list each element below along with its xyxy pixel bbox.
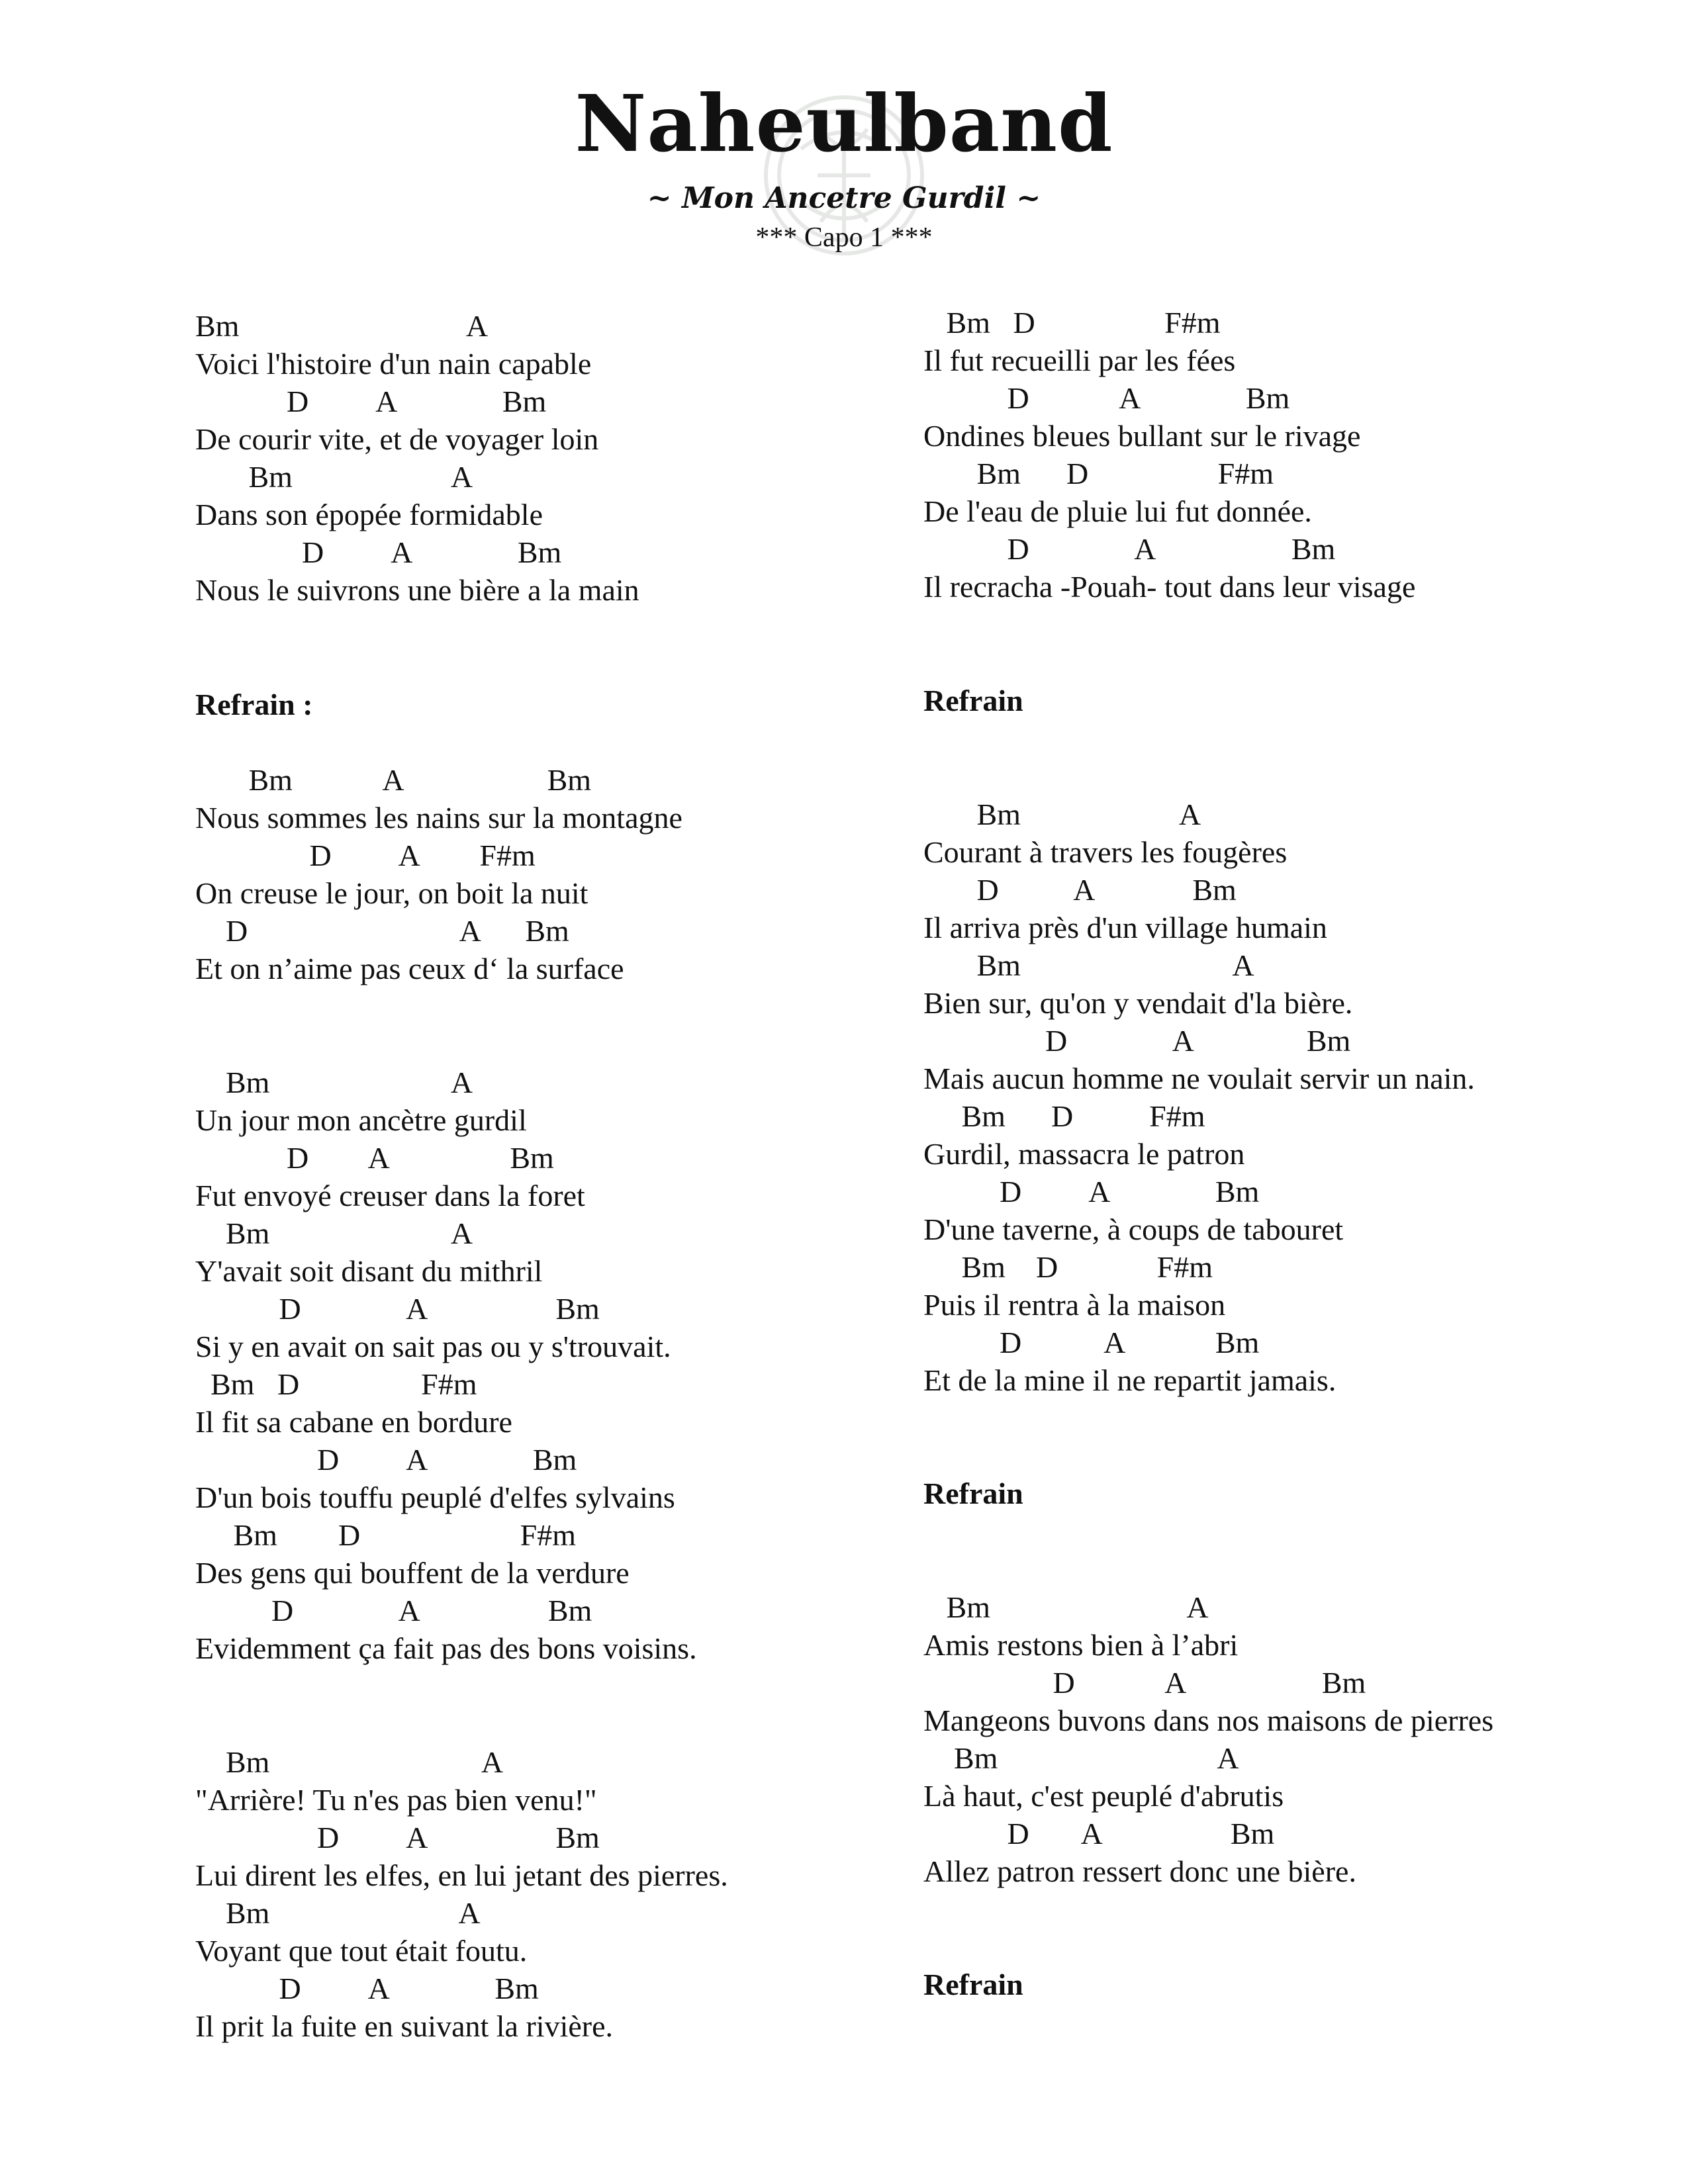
- lyric-line: Dans son épopée formidable: [195, 498, 543, 531]
- lyric-line: Il arriva près d'un village humain: [923, 911, 1327, 944]
- chord-line: D A Bm: [195, 1443, 577, 1477]
- chord-line: Bm A: [195, 460, 473, 494]
- chord-line: Bm D F#m: [923, 1250, 1213, 1284]
- lyric-line: Il fit sa cabane en bordure: [195, 1405, 512, 1439]
- chord-line: D A Bm: [923, 381, 1290, 415]
- lyric-line: Là haut, c'est peuplé d'abrutis: [923, 1779, 1284, 1813]
- chord-line: Bm A: [195, 1066, 473, 1099]
- chord-line: Bm A: [195, 1896, 481, 1930]
- lyric-line: Et de la mine il ne repartit jamais.: [923, 1363, 1336, 1397]
- lyric-line: Il prit la fuite en suivant la rivière.: [195, 2009, 613, 2043]
- capo-note: *** Capo 1 ***: [755, 222, 933, 253]
- chord-line: D A Bm: [195, 1821, 600, 1854]
- lyric-line: Mais aucun homme ne voulait servir un nain.: [923, 1062, 1475, 1095]
- chord-line: D A Bm: [923, 1175, 1260, 1208]
- chord-line: Bm A: [195, 1745, 504, 1779]
- chord-line: D A Bm: [195, 385, 547, 418]
- chord-line: Bm A: [195, 1216, 473, 1250]
- lyric-line: Un jour mon ancètre gurdil: [195, 1103, 527, 1137]
- lyric-line: Evidemment ça fait pas des bons voisins.: [195, 1631, 697, 1665]
- song-title: ~ Mon Ancetre Gurdil ~: [647, 181, 1041, 215]
- lyric-line: Nous sommes les nains sur la montagne: [195, 801, 682, 835]
- lyric-line: D'un bois touffu peuplé d'elfes sylvains: [195, 1480, 675, 1514]
- chord-line: Bm A: [923, 1590, 1209, 1624]
- lyric-line: Puis il rentra à la maison: [923, 1288, 1226, 1322]
- chord-line: Bm D F#m: [923, 457, 1274, 490]
- lyric-line: "Arrière! Tu n'es pas bien venu!": [195, 1783, 597, 1817]
- lyric-line: Voici l'histoire d'un nain capable: [195, 347, 592, 381]
- chord-line: D A Bm: [195, 1594, 592, 1627]
- lyric-line: Des gens qui bouffent de la verdure: [195, 1556, 630, 1590]
- lyric-line: Y'avait soit disant du mithril: [195, 1254, 543, 1288]
- chord-line: D A Bm: [195, 1292, 600, 1326]
- chord-line: Bm D F#m: [195, 1367, 477, 1401]
- refrain-heading: Refrain: [923, 1968, 1023, 2001]
- lyric-line: Lui dirent les elfes, en lui jetant des pierres.: [195, 1858, 728, 1892]
- lyric-line: Mangeons buvons dans nos maisons de pierres: [923, 1704, 1494, 1737]
- refrain-heading: Refrain :: [195, 688, 313, 721]
- chord-line: Bm A Bm: [195, 763, 592, 797]
- chord-line: Bm A: [923, 1741, 1239, 1775]
- lyric-line: Ondines bleues bullant sur le rivage: [923, 419, 1361, 453]
- lyric-line: Voyant que tout était foutu.: [195, 1934, 528, 1968]
- chord-line: D A Bm: [195, 1141, 554, 1175]
- refrain-heading: Refrain: [923, 1477, 1023, 1510]
- chord-line: D A Bm: [923, 1024, 1351, 1058]
- lyric-line: Allez patron ressert donc une bière.: [923, 1854, 1356, 1888]
- lyric-line: De l'eau de pluie lui fut donnée.: [923, 494, 1312, 528]
- chord-line: Bm D F#m: [923, 306, 1221, 340]
- chord-line: D A Bm: [923, 873, 1237, 907]
- chord-line: D A Bm: [195, 1972, 539, 2005]
- refrain-heading: Refrain: [923, 684, 1023, 717]
- lyric-line: On creuse le jour, on boit la nuit: [195, 876, 588, 910]
- chord-line: Bm A: [923, 948, 1254, 982]
- lyric-line: D'une taverne, à coups de tabouret: [923, 1212, 1344, 1246]
- band-title: Naheulband: [575, 77, 1113, 169]
- lyric-line: Amis restons bien à l’abri: [923, 1628, 1239, 1662]
- chord-line: Bm A: [923, 797, 1201, 831]
- lyric-line: Gurdil, massacra le patron: [923, 1137, 1245, 1171]
- lyric-line: Et on n’aime pas ceux d‘ la surface: [195, 952, 624, 985]
- chord-line: D A Bm: [195, 914, 569, 948]
- chord-line: D A F#m: [195, 839, 536, 872]
- lyric-line: De courir vite, et de voyager loin: [195, 422, 599, 456]
- chord-line: Bm A: [195, 309, 489, 343]
- chord-line: D A Bm: [195, 535, 562, 569]
- lyric-line: Nous le suivrons une bière a la main: [195, 573, 639, 607]
- lyric-line: Il recracha -Pouah- tout dans leur visage: [923, 570, 1416, 604]
- chord-line: D A Bm: [923, 532, 1336, 566]
- lyric-line: Fut envoyé creuser dans la foret: [195, 1179, 585, 1212]
- lyric-line: Courant à travers les fougères: [923, 835, 1288, 869]
- lyric-line: Bien sur, qu'on y vendait d'la bière.: [923, 986, 1353, 1020]
- chord-line: D A Bm: [923, 1326, 1260, 1359]
- chord-line: Bm D F#m: [195, 1518, 577, 1552]
- chord-line: Bm D F#m: [923, 1099, 1205, 1133]
- chord-line: D A Bm: [923, 1817, 1275, 1850]
- chord-line: D A Bm: [923, 1666, 1366, 1700]
- lyric-line: Il fut recueilli par les fées: [923, 343, 1236, 377]
- lyric-line: Si y en avait on sait pas ou y s'trouvait.: [195, 1330, 671, 1363]
